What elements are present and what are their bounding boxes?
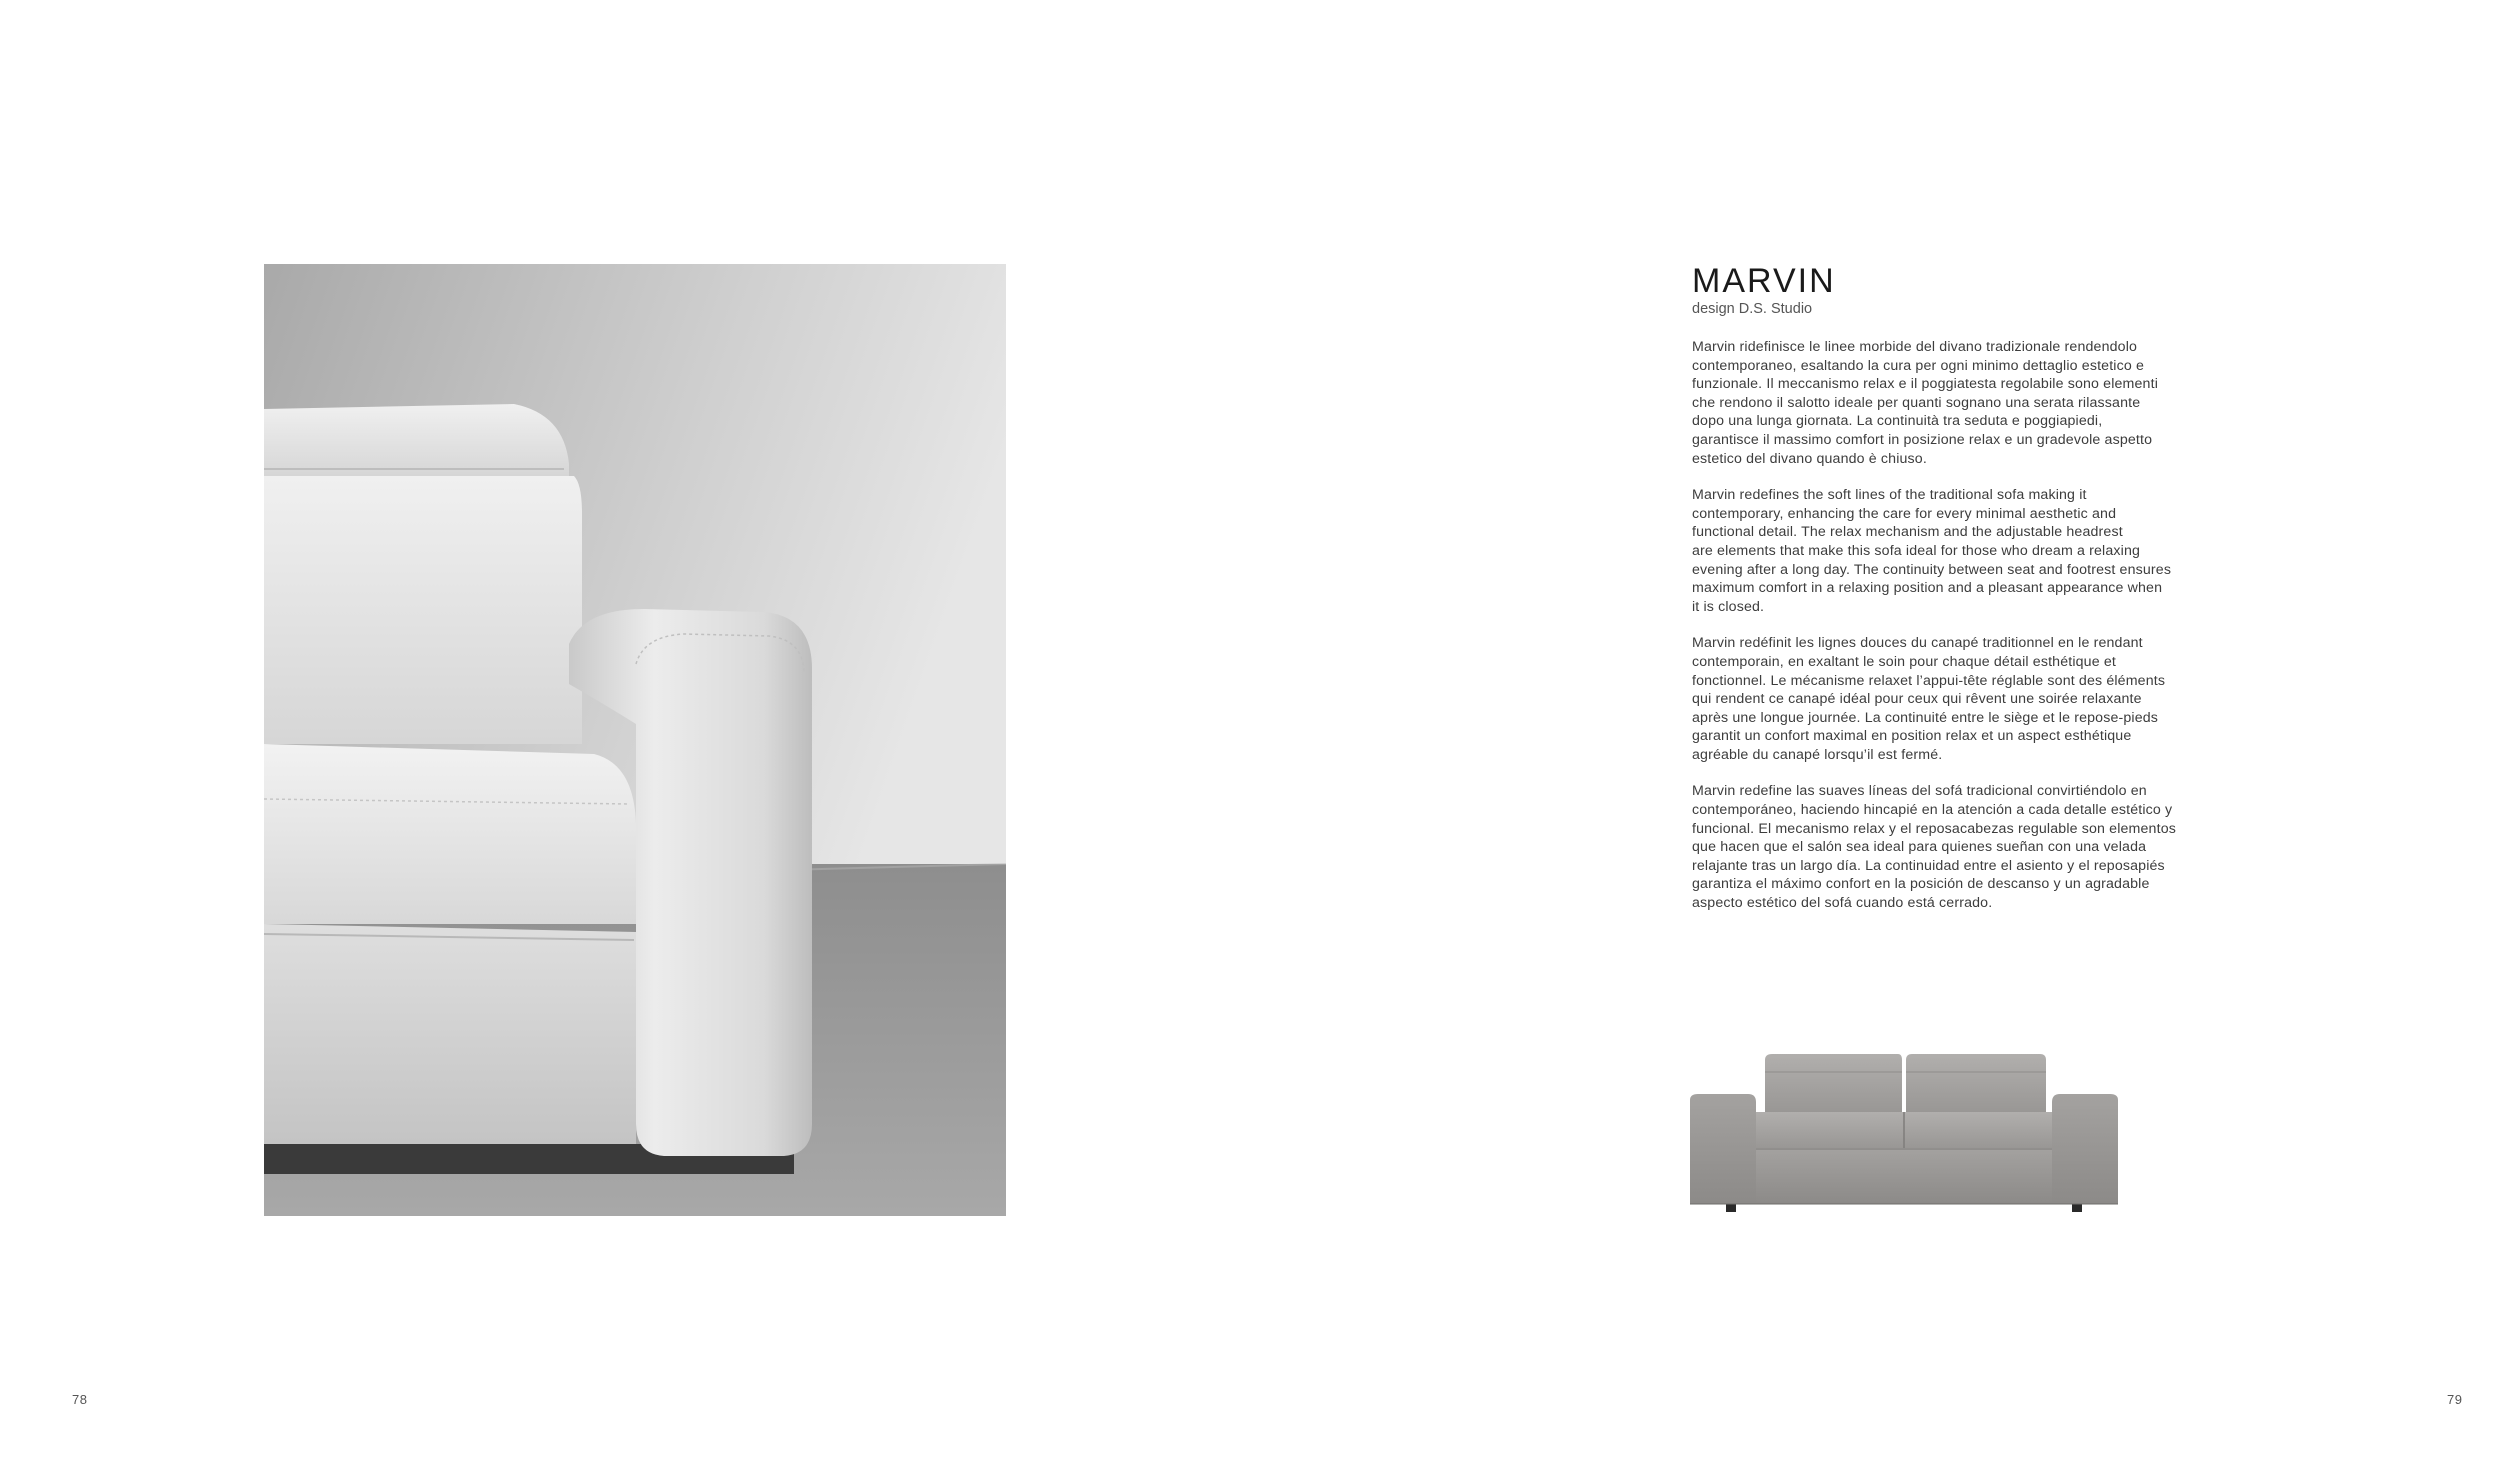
description-english: Marvin redefines the soft lines of the traditional sofa making it contemporary, enhancing the care for every minimal aesthetic and functional detail. The relax mechanism and the adjustable headrest are elements that make this sofa ideal for those who dream a relaxing evening after a long day. The continuity between seat and footrest ensures maximum comfort in a relaxing position and a pleasant appearance when it is closed. — [1692, 487, 2172, 615]
hero-photo — [264, 264, 1006, 1216]
page-number-right: 79 — [2447, 1392, 2463, 1407]
designer-credit: design D.S. Studio — [1692, 301, 1813, 317]
product-thumbnail — [1690, 1052, 2118, 1222]
page-number-left: 78 — [72, 1392, 88, 1407]
product-description-block — [1692, 262, 2212, 931]
description-italian: Marvin ridefinisce le linee morbide del divano tradizionale rendendolo contemporaneo, esaltando la cura per ogni minimo dettaglio estetico e funzionale. Il meccanismo relax e il poggiatesta regolabile sono elementi che rendono il salotto ideale per quanti sognano una serata rilassante dopo una lunga giornata. La continuità tra seduta e poggiapiedi, garantisce il massimo comfort in posizione relax e un gradevole aspetto estetico del divano quando è chiuso. — [1692, 339, 2158, 467]
product-title: MARVIN — [1692, 262, 1836, 300]
description-spanish: Marvin redefine las suaves líneas del sofá tradicional convirtiéndolo en contemporáneo, haciendo hincapié en la atención a cada detalle estético y funcional. El mecanismo relax y el reposacabezas regulable son elementos que hacen que el salón sea ideal para quienes sueñan con una velada relajante tras un largo día. La continuidad entre el asiento y el reposapiés garantiza el máximo confort en la posición de descanso y un agradable aspecto estético del sofá cuando está cerrado. — [1692, 783, 2176, 912]
description-french: Marvin redéfinit les lignes douces du canapé traditionnel en le rendant contemporain, en exaltant le soin pour chaque détail esthétique et fonctionnel. Le mécanisme relaxet l’appui-tête réglable sont des éléments qui rendent ce canapé idéal pour ceux qui rêvent une soirée relaxante après une longue journée. La continuité entre le siège et le repose-pieds garantit un confort maximal en position relax et un aspect esthétique agréable du canapé lorsqu’il est fermé. — [1692, 635, 2166, 763]
